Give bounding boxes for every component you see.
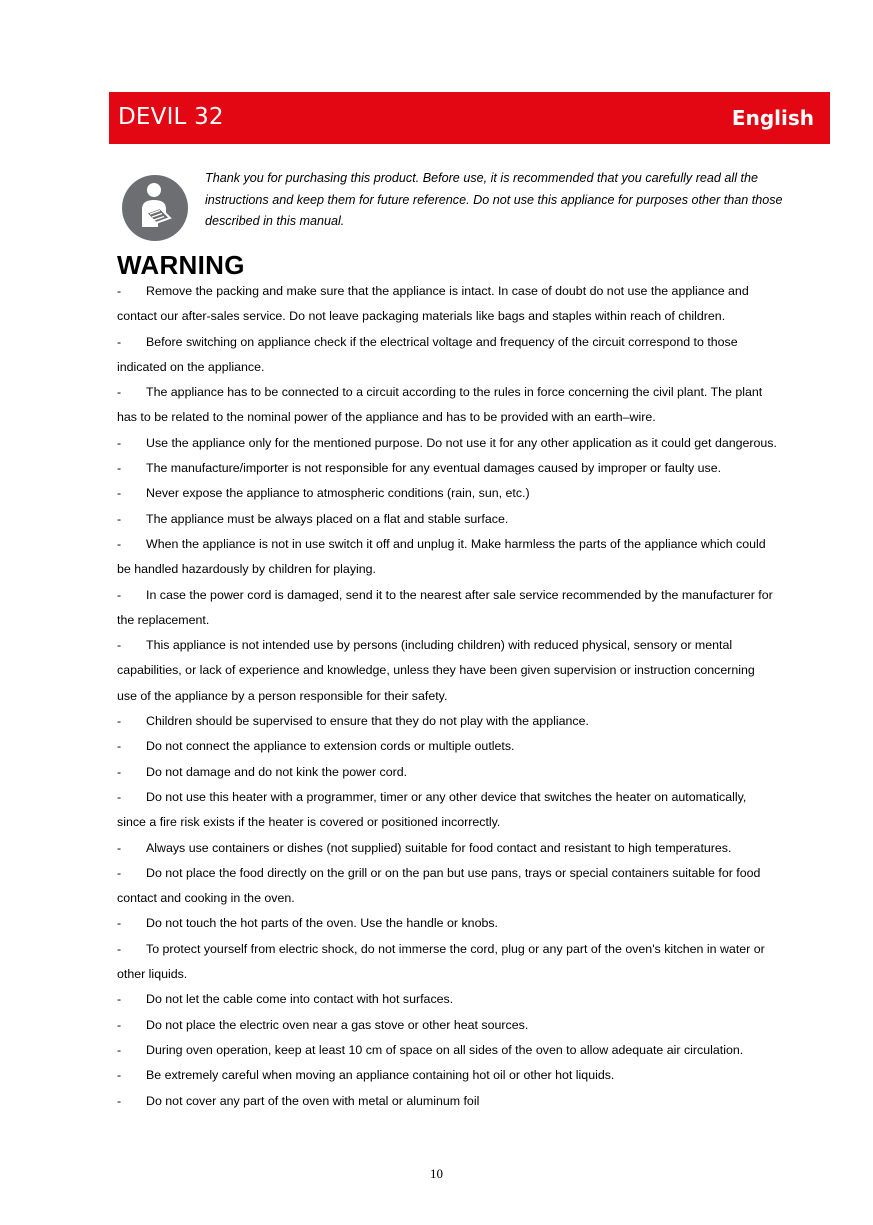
warning-item: - Be extremely careful when moving an appliance containing hot oil or other hot liquids. (117, 1063, 777, 1088)
warning-item: - Before switching on appliance check if the electrical voltage and frequency of the circuit correspond to those indicated on the appliance. (117, 330, 777, 381)
warning-item: - To protect yourself from electric shock, do not immerse the cord, plug or any part of the oven's kitchen in water or other liquids. (117, 937, 777, 988)
warning-item: - The manufacture/importer is not responsible for any eventual damages caused by improper or faulty use. (117, 456, 777, 481)
warning-item: - When the appliance is not in use switch it off and unplug it. Make harmless the parts of the appliance which could be handled hazardously by children for playing. (117, 532, 777, 583)
warning-item: - Do not connect the appliance to extension cords or multiple outlets. (117, 734, 777, 759)
read-manual-icon (122, 175, 188, 241)
warning-item: - Do not place the electric oven near a gas stove or other heat sources. (117, 1013, 777, 1038)
warning-list (117, 279, 777, 1114)
warning-item: - Use the appliance only for the mentioned purpose. Do not use it for any other application as it could get dangerous. (117, 431, 777, 456)
warning-item: - In case the power cord is damaged, send it to the nearest after sale service recommended by the manufacturer for the replacement. (117, 583, 777, 634)
warning-item: - Do not use this heater with a programmer, timer or any other device that switches the heater on automatically, since a fire risk exists if the heater is covered or positioned incorrectly. (117, 785, 777, 836)
warning-item: - The appliance must be always placed on a flat and stable surface. (117, 507, 777, 532)
warning-item: - This appliance is not intended use by persons (including children) with reduced physical, sensory or mental capabilities, or lack of experience and knowledge, unless they have been given supervision or instruction concerning use of the appliance by a person responsible for their safety. (117, 633, 777, 709)
product-title: DEVIL 32 (118, 104, 224, 130)
warning-item: - Do not place the food directly on the grill or on the pan but use pans, trays or special containers suitable for food contact and cooking in the oven. (117, 861, 777, 912)
warning-item: - Do not cover any part of the oven with metal or aluminum foil (117, 1089, 777, 1114)
intro-paragraph: Thank you for purchasing this product. Before use, it is recommended that you carefully read all the instructions and keep them for future reference. Do not use this appliance for purposes other than those described in this manual. (205, 171, 783, 228)
warning-item: - Remove the packing and make sure that the appliance is intact. In case of doubt do not use the appliance and contact our after-sales service. Do not leave packaging materials like bags and staples within reach of children. (117, 279, 777, 330)
warning-item: - During oven operation, keep at least 10 cm of space on all sides of the oven to allow adequate air circulation. (117, 1038, 777, 1063)
language-label: English (731, 106, 814, 130)
warning-item: - Do not damage and do not kink the power cord. (117, 760, 777, 785)
warning-item: - Do not touch the hot parts of the oven. Use the handle or knobs. (117, 911, 777, 936)
warning-item: - Always use containers or dishes (not supplied) suitable for food contact and resistant to high temperatures. (117, 836, 777, 861)
warning-item: - Children should be supervised to ensure that they do not play with the appliance. (117, 709, 777, 734)
warning-item: - Never expose the appliance to atmospheric conditions (rain, sun, etc.) (117, 481, 777, 506)
warning-item: - Do not let the cable come into contact with hot surfaces. (117, 987, 777, 1012)
warning-item: - The appliance has to be connected to a circuit according to the rules in force concerning the civil plant. The plant has to be related to the nominal power of the appliance and has to be provided with an earth–wire. (117, 380, 777, 431)
header-banner (109, 92, 830, 144)
warning-heading: WARNING (117, 250, 245, 280)
page-number: 10 (430, 1166, 443, 1181)
